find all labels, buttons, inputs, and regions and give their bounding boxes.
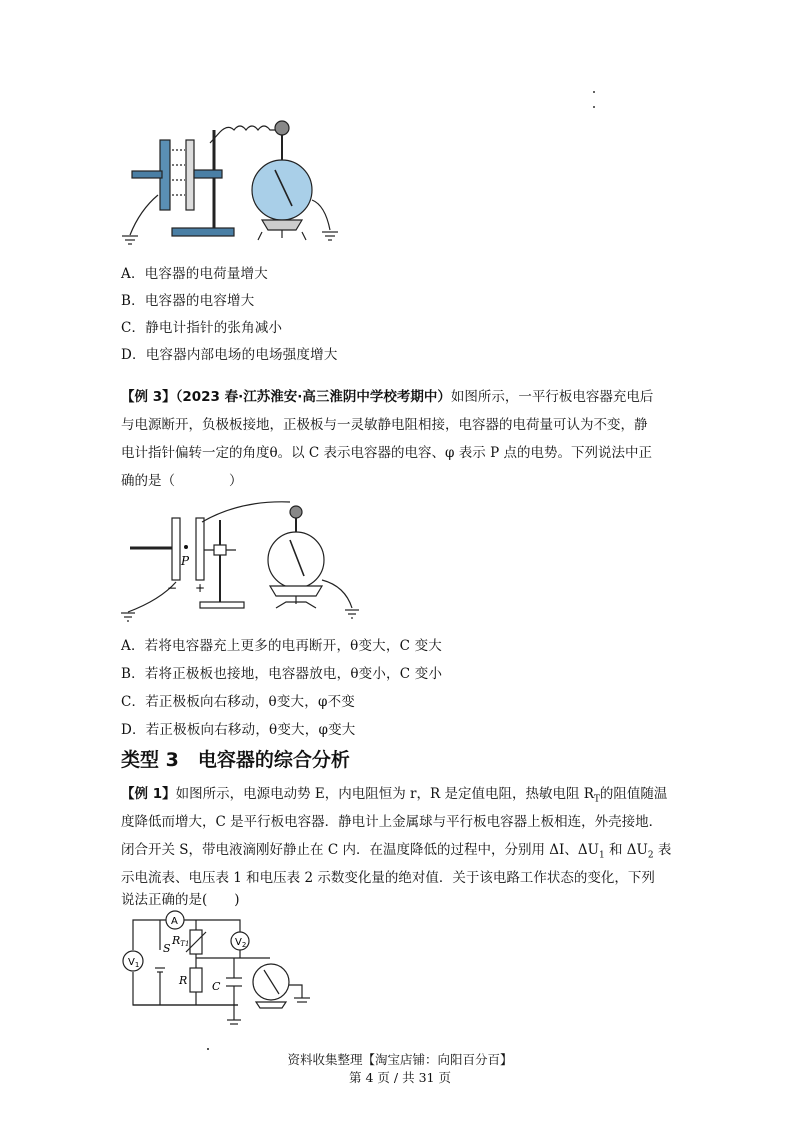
section-title: 类型 3 电容器的综合分析 <box>121 749 350 771</box>
footer-page-number: 第 4 页 / 共 31 页 <box>349 1070 451 1085</box>
rt-label <box>171 934 189 948</box>
example3-line3: 电计指针偏转一定的角度θ。以 C 表示电容器的电容、φ 表示 P 点的电势。下列说法中正 <box>121 445 652 461</box>
v2-sub: 2 <box>241 941 247 949</box>
example1-line2: 度降低而增大，C 是平行板电容器．静电计上金属球与平行板电容器上板相连，外壳接地． <box>121 814 663 830</box>
v1-letter: V <box>128 957 135 968</box>
option-c: C．静电计指针的张角减小 <box>121 320 283 336</box>
u1-subscript: 1 <box>598 850 605 861</box>
example1-text3c: 表 <box>653 842 672 858</box>
switch-label: S <box>163 942 171 955</box>
figure-circuit <box>0 910 800 1030</box>
example1-text3b: 和 ΔU <box>604 842 648 858</box>
figure-example3-electrometer <box>0 490 800 630</box>
example3-source: （2023 春·江苏淮安·高三淮阴中学校考期中） <box>175 389 451 405</box>
ex3-option-b: B．若将正极板也接地，电容器放电，θ变小，C 变小 <box>121 666 443 682</box>
example1-text1: 如图所示，电源电动势 E，内电阻恒为 r，R 是定值电阻，热敏电阻 R <box>175 786 594 802</box>
v2-letter: V <box>235 937 242 948</box>
example3-tag: 【例 3】 <box>121 389 176 405</box>
rt-letter: R <box>172 934 181 947</box>
minus-label: − <box>167 581 178 595</box>
u2-subscript: 2 <box>647 850 654 861</box>
plus-label: + <box>195 581 206 595</box>
figure-capacitor-electrometer <box>0 0 800 260</box>
ex3-option-a: A．若将电容器充上更多的电再断开，θ变大，C 变大 <box>121 638 442 654</box>
example1-text3: 闭合开关 S，带电液滴刚好静止在 C 内．在温度降低的过程中，分别用 ΔI、ΔU <box>121 842 599 858</box>
v1-sub: 1 <box>134 961 140 969</box>
option-d: D．电容器内部电场的电场强度增大 <box>121 347 338 363</box>
option-b: B．电容器的电容增大 <box>121 293 255 309</box>
r-label: R <box>179 974 188 987</box>
example3-line1 <box>121 383 653 411</box>
example3-text1: 如图所示，一平行板电容器充电后 <box>450 389 654 405</box>
ex3-option-d: D．若正极板向右移动，θ变大，φ变大 <box>121 722 356 738</box>
example1-text1b: 的阻值随温 <box>599 786 668 802</box>
rt-sub: T1 <box>180 940 190 948</box>
example3-line2: 与电源断开，负极板接地，正极板与一灵敏静电阻相接，电容器的电荷量可认为不变，静 <box>121 417 648 433</box>
ex3-option-c: C．若正极板向右移动，θ变大，φ不变 <box>121 694 356 710</box>
c-label: C <box>212 980 221 993</box>
stray-dot <box>207 1048 209 1050</box>
option-a: A．电容器的电荷量增大 <box>121 266 268 282</box>
example3-line4: 确的是（ ） <box>121 473 243 489</box>
example1-line5: 说法正确的是( ) <box>121 892 240 908</box>
example1-tag: 【例 1】 <box>121 786 176 802</box>
example1-line4: 示电流表、电压表 1 和电压表 2 示数变化量的绝对值．关于该电路工作状态的变化，下列 <box>121 870 655 886</box>
footer-source: 资料收集整理【淘宝店铺：向阳百分百】 <box>287 1052 513 1067</box>
rt-subscript: T <box>593 794 600 805</box>
ammeter-label: A <box>171 916 178 927</box>
point-p-label: P <box>181 554 190 568</box>
